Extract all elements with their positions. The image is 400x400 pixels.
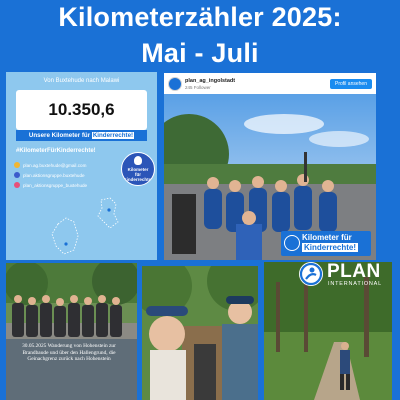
instagram-account-name[interactable]: plan_ag_ingolstadt xyxy=(185,78,236,84)
contact-instagram xyxy=(14,180,124,190)
counter-caption xyxy=(16,130,147,141)
page-title-line-2: Mai - Juli xyxy=(141,38,259,68)
map-pin-icon xyxy=(134,156,142,165)
banner-line-1: Kilometer für xyxy=(302,233,352,242)
kilometer-badge xyxy=(121,152,155,186)
plan-figure-icon xyxy=(299,262,323,286)
group-photo-image xyxy=(6,263,137,400)
kilometer-counter-panel xyxy=(6,72,157,260)
plan-wordmark: PLAN xyxy=(327,261,381,282)
selfie-photo-image xyxy=(142,266,258,400)
page-title-line-1: Kilometerzähler 2025: xyxy=(58,2,342,32)
contact-facebook-text: plan.aktionsgruppe.buxtehude xyxy=(23,172,85,178)
banner-line-2: Kinderrechte! xyxy=(304,243,357,252)
buxtehude-dot xyxy=(107,208,110,211)
plan-subtitle: INTERNATIONAL xyxy=(328,281,382,287)
europe-outline xyxy=(98,198,118,228)
globe-icon xyxy=(284,235,300,251)
mail-icon xyxy=(14,162,20,168)
group-photo-caption: 30.05.2025 Wanderung von Hohenstein zur Brandbaude und über den Hallengrund, die Geinachgrenz zurück nach Hohenstein xyxy=(22,343,116,363)
route-map-illustration xyxy=(6,192,157,260)
badge-text xyxy=(122,167,154,182)
kilometer-value: 10.350,6 xyxy=(48,100,115,119)
group-hike-photo xyxy=(6,263,137,400)
contact-email xyxy=(14,160,124,170)
instagram-post-header xyxy=(164,73,376,94)
instagram-post xyxy=(164,73,376,260)
instagram-followers: 245 Follower xyxy=(185,85,211,90)
avatar[interactable] xyxy=(168,77,182,91)
caption-highlight: Kinderrechte! xyxy=(92,132,134,139)
facebook-icon xyxy=(14,172,20,178)
contact-list xyxy=(14,160,124,190)
malawi-dot xyxy=(64,242,67,245)
badge-line-2: für xyxy=(135,172,141,177)
contact-email-text: plan.ag.buxtehude@gmail.com xyxy=(23,162,87,168)
contact-instagram-text: plan_aktionsgruppe_buxtehude xyxy=(23,182,88,188)
hashtag: #KilometerFürKinderrechte! xyxy=(16,148,96,154)
view-profile-button[interactable]: Profil ansehen xyxy=(330,79,372,89)
contact-facebook xyxy=(14,170,124,180)
africa-outline xyxy=(52,218,78,254)
selfie-photo xyxy=(142,266,258,400)
badge-line-1: Kilometer xyxy=(127,167,149,172)
plan-logo-icon xyxy=(299,262,323,286)
caption-prefix: Unsere Kilometer für xyxy=(28,132,92,139)
kilometer-fuer-kinderrechte-banner xyxy=(281,231,371,256)
route-label: Von Buxtehude nach Malawi xyxy=(43,78,120,84)
instagram-icon xyxy=(14,182,20,188)
badge-line-3: Kinderrechte! xyxy=(123,177,153,182)
counter-box xyxy=(16,90,147,130)
plan-international-logo xyxy=(299,262,394,288)
